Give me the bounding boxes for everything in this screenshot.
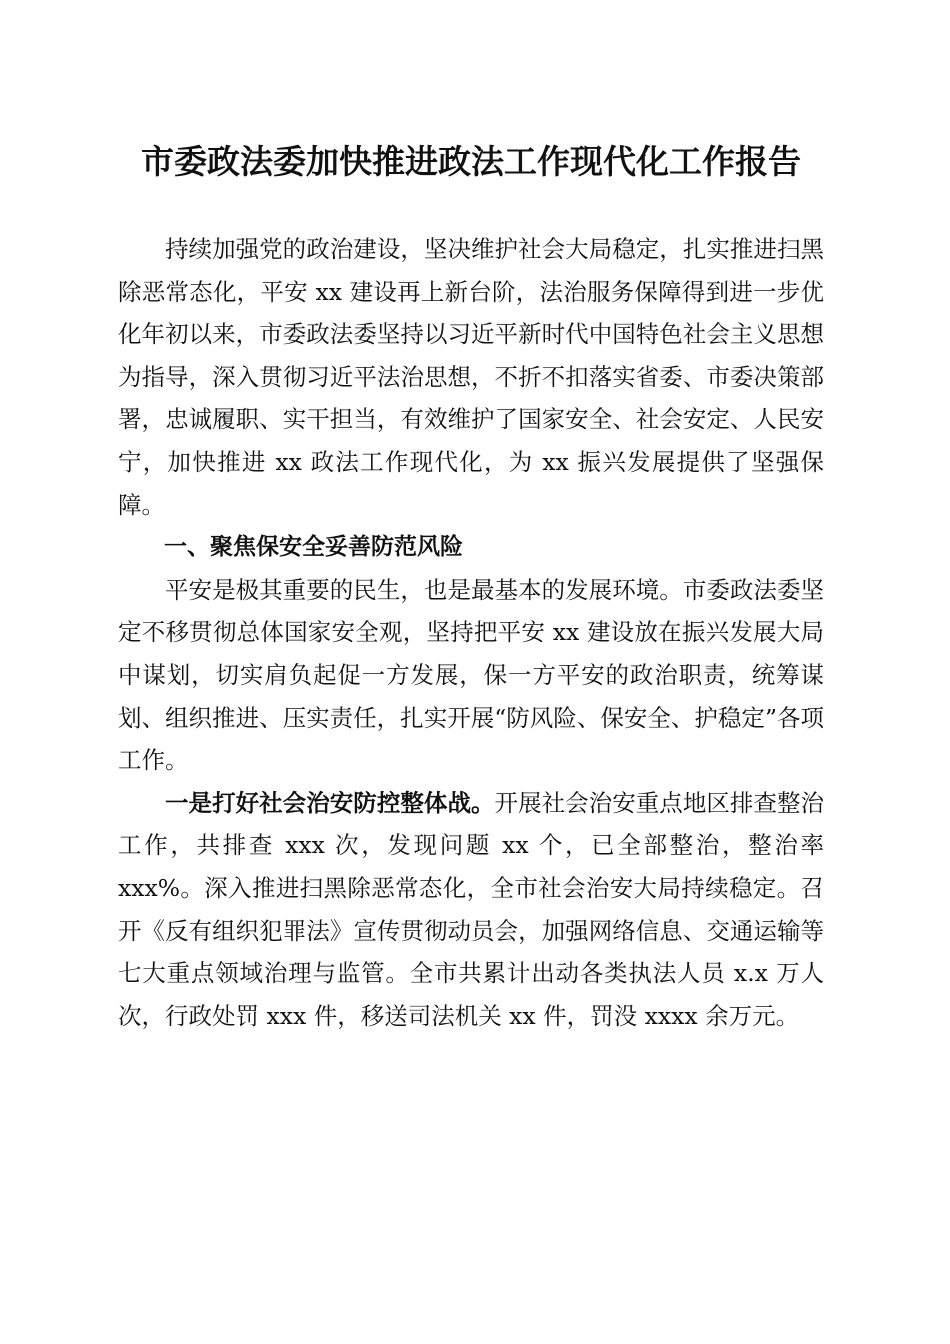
subsection-text: 开展社会治安重点地区排查整治工作，共排查 xxx 次，发现问题 xx 个，已全部整治，整治率 xxx%。深入推进扫黑除恶常态化，全市社会治安大局持续稳定。召开《反有组织犯罪法》宣传贯彻动员会，加强网络信息、交通运输等七大重点领域治理与监管。全市共累计出动各类执法人员 x.x 万人次，行政处罚 xxx 件，移送司法机关 xx 件，罚没 xxxx 余万元。 [118,788,825,1030]
document-title: 市委政法委加快推进政法工作现代化工作报告 [141,142,801,181]
subsection-lead: 一是打好社会治安防控整体战。 [165,788,495,817]
section-heading: 一、聚焦保安全妥善防范风险 [164,534,463,561]
section-paragraph: 平安是极其重要的民生，也是最基本的发展环境。市委政法委坚定不移贯彻总体国家安全观，坚持把平安 xx 建设放在振兴发展大局中谋划，切实肩负起促一方发展，保一方平安的政治职责，统筹谋划、组织推进、压实责任，扎实开展“防风险、保安全、护稳定”各项工作。 [118,575,824,775]
intro-paragraph: 持续加强党的政治建设，坚决维护社会大局稳定，扎实推进扫黑除恶常态化，平安 xx 建设再上新台阶，法治服务保障得到进一步优化年初以来，市委政法委坚持以习近平新时代中国特色社会主义思想为指导，深入贯彻习近平法治思想，不折不扣落实省委、市委决策部署，忠诚履职、实干担当，有效维护了国家安全、社会安定、人民安宁，加快推进 xx 政法工作现代化，为 xx 振兴发展提供了坚强保障。 [118,235,824,519]
document-body [118,228,824,1037]
subsection-paragraph [118,782,824,1038]
